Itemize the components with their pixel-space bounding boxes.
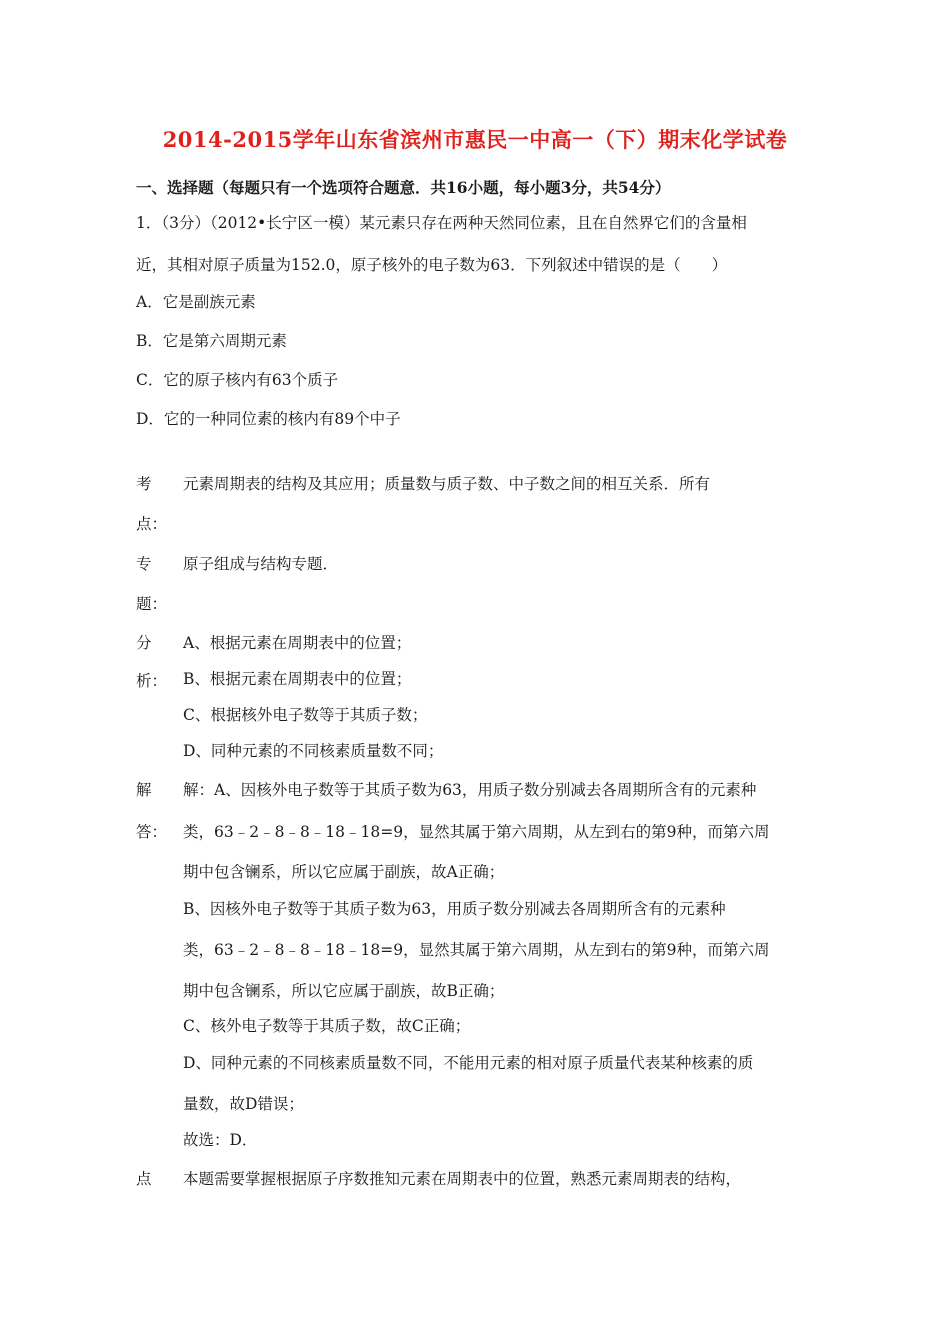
fenxi-line: C、根据核外电子数等于其质子数； [183, 706, 428, 724]
jieda-label-2: 答： [136, 823, 168, 841]
jieda-line: 类，63﹣2﹣8﹣8﹣18﹣18=9，显然其属于第六周期，从左到右的第9种，而第六周 [183, 941, 770, 959]
section-heading: 一、选择题（每题只有一个选项符合题意．共16小题，每小题3分，共54分） [136, 178, 671, 197]
fenxi-line: B、根据元素在周期表中的位置； [183, 670, 412, 688]
jieda-label-1: 解 [136, 781, 152, 799]
jieda-line: 类，63﹣2﹣8﹣8﹣18﹣18=9，显然其属于第六周期，从左到右的第9种，而第六周 [183, 823, 770, 841]
zhuanti-text: 原子组成与结构专题． [183, 555, 339, 573]
kaodian-label-2: 点： [136, 515, 168, 533]
page-title: 2014-2015学年山东省滨州市惠民一中高一（下）期末化学试卷 [162, 127, 788, 152]
kaodian-label-1: 考 [136, 475, 152, 493]
zhuanti-label-1: 专 [136, 555, 152, 573]
option-a: A．它是副族元素 [136, 293, 256, 311]
fenxi-label-2: 析： [136, 672, 168, 690]
zhuanti-label-2: 题： [136, 595, 168, 613]
dianping-text: 本题需要掌握根据原子序数推知元素在周期表中的位置，熟悉元素周期表的结构， [183, 1170, 742, 1188]
jieda-line: 期中包含镧系，所以它应属于副族，故A正确； [183, 863, 505, 881]
fenxi-label-1: 分 [136, 634, 152, 652]
option-d: D．它的一种同位素的核内有89个中子 [136, 410, 401, 428]
option-b: B．它是第六周期元素 [136, 332, 287, 350]
kaodian-text: 元素周期表的结构及其应用；质量数与质子数、中子数之间的相互关系．所有 [183, 475, 711, 493]
question-stem-line-1: 1．（3分）（2012•长宁区一模）某元素只存在两种天然同位素，且在自然界它们的含量相 [136, 214, 747, 232]
jieda-line: B、因核外电子数等于其质子数为63，用质子数分别减去各周期所含有的元素种 [183, 900, 726, 918]
fenxi-line: D、同种元素的不同核素质量数不同； [183, 742, 444, 760]
fenxi-line: A、根据元素在周期表中的位置； [183, 634, 412, 652]
question-stem-line-2: 近，其相对原子质量为152.0，原子核外的电子数为63．下列叙述中错误的是（ ） [136, 256, 728, 274]
option-c: C．它的原子核内有63个质子 [136, 371, 339, 389]
jieda-line: 故选：D． [183, 1131, 258, 1149]
jieda-line: C、核外电子数等于其质子数，故C正确； [183, 1017, 471, 1035]
jieda-line: 期中包含镧系，所以它应属于副族，故B正确； [183, 982, 505, 1000]
dianping-label-1: 点 [136, 1170, 152, 1188]
jieda-line: D、同种元素的不同核素质量数不同，不能用元素的相对原子质量代表某种核素的质 [183, 1054, 754, 1072]
jieda-line: 量数，故D错误； [183, 1095, 304, 1113]
jieda-line: 解：A、因核外电子数等于其质子数为63，用质子数分别减去各周期所含有的元素种 [183, 781, 757, 799]
